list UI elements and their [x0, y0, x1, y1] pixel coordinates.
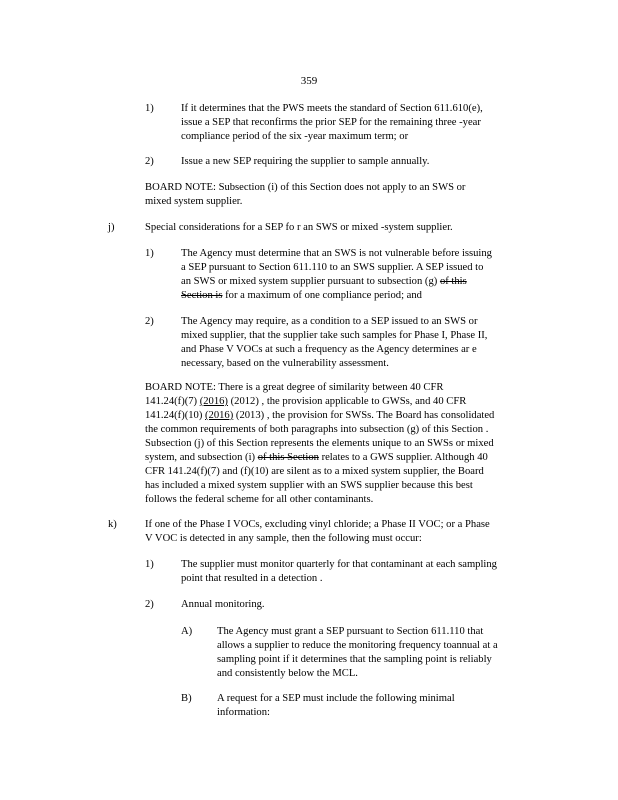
- page-number: 359: [300, 75, 318, 87]
- text-line: Subsection (j) of this Section represents the elements unique to an SWSs or mixed: [145, 438, 494, 449]
- text-line: compliance period of the six -year maximum term; or: [181, 131, 409, 142]
- item-number: 1): [145, 248, 154, 259]
- board-note-j: [145, 381, 531, 507]
- paragraph-k-2-a: [217, 625, 537, 681]
- text-line: The Agency must determine that an SWS is not vulnerable before issuing: [181, 248, 492, 259]
- text-line: V VOC is detected in any sample, then the following must occur:: [145, 533, 422, 544]
- struck-text: Section is: [181, 290, 223, 301]
- subsection-letter: k): [108, 519, 117, 530]
- item-number: 2): [145, 316, 154, 327]
- text-line: The Agency must grant a SEP pursuant to Section 611.110 that: [217, 626, 484, 637]
- text-line: If one of the Phase I VOCs, excluding vinyl chloride; a Phase II VOC; or a Phase: [145, 519, 490, 530]
- text-line: necessary, based on the vulnerability assessment.: [181, 358, 389, 369]
- paragraph-i-1: [181, 102, 517, 144]
- board-note-i: [145, 181, 517, 209]
- text-span: , the provision for SWSs. The Board has consolidated: [264, 410, 495, 421]
- text-line: information:: [217, 707, 270, 718]
- text-line: [181, 289, 531, 303]
- text-line: has included a mixed system supplier with an SWS supplier because this best: [145, 480, 473, 491]
- struck-text: of this Section: [257, 452, 319, 463]
- text-span: , the provision applicable to GWSs, and 40 CFR: [258, 396, 467, 407]
- subsection-j-heading: [145, 221, 517, 235]
- text-line: a SEP pursuant to Section 611.110 to an SWS supplier. A SEP issued to: [181, 262, 484, 273]
- text-line: BOARD NOTE: Subsection (i) of this Section does not apply to an SWS or: [145, 182, 466, 193]
- text-line: If it determines that the PWS meets the standard of Section 611.610(e),: [181, 103, 483, 114]
- text-line: [145, 409, 531, 423]
- subsection-k-text: [145, 518, 531, 546]
- item-number: 1): [145, 559, 154, 570]
- paragraph-k-1: [181, 558, 531, 586]
- text-line: A request for a SEP must include the following minimal: [217, 693, 455, 704]
- text-line: [145, 395, 531, 409]
- text-line: allows a supplier to reduce the monitoring frequency toannual at a: [217, 640, 498, 651]
- text-span: (2012): [230, 396, 259, 407]
- text-line: mixed system supplier.: [145, 196, 243, 207]
- paragraph-i-2: [181, 155, 517, 169]
- text-span: 141.24(f)(7): [145, 396, 200, 407]
- text-line: [145, 451, 531, 465]
- paragraph-k-2-b: [217, 692, 537, 720]
- text-span: (2013): [235, 410, 265, 421]
- text-line: issue a SEP that reconfirms the prior SEP for the remaining three -year: [181, 117, 481, 128]
- text-line: sampling point if it determines that the sampling point is reliably: [217, 654, 492, 665]
- inserted-text: (2016): [205, 410, 234, 421]
- text-span: for a maximum of one compliance period; and: [222, 290, 422, 301]
- text-line: The supplier must monitor quarterly for that contaminant at each sampling: [181, 559, 497, 570]
- text-line: the common requirements of both paragraphs into subsection (g) of this Section .: [145, 424, 489, 435]
- item-number: 2): [145, 599, 154, 610]
- text-span: relates to a GWS supplier. Although 40: [318, 452, 488, 463]
- subsection-letter: j): [108, 222, 115, 233]
- text-line: Annual monitoring.: [181, 599, 265, 610]
- paragraph-j-2: [181, 315, 531, 371]
- paragraph-k-2: [181, 598, 531, 612]
- item-letter: B): [181, 693, 192, 704]
- text-span: system, and subsection (i): [145, 452, 258, 463]
- text-line: Issue a new SEP requiring the supplier to sample annually.: [181, 156, 430, 167]
- text-line: follows the federal scheme for all other contaminants.: [145, 494, 374, 505]
- text-span: an SWS or mixed system supplier pursuant to subsection (g): [181, 276, 440, 287]
- text-line: BOARD NOTE: There is a great degree of similarity between 40 CFR: [145, 382, 444, 393]
- inserted-text: (2016): [199, 396, 228, 407]
- item-number: 2): [145, 156, 154, 167]
- text-line: The Agency may require, as a condition to a SEP issued to an SWS or: [181, 316, 478, 327]
- paragraph-j-1: [181, 247, 531, 303]
- text-line: CFR 141.24(f)(7) and (f)(10) are silent as to a mixed system supplier, the Board: [145, 466, 484, 477]
- item-letter: A): [181, 626, 193, 637]
- text-line: mixed supplier, that the supplier take such samples for Phase I, Phase II,: [181, 330, 488, 341]
- text-line: [181, 275, 531, 289]
- text-line: point that resulted in a detection .: [181, 573, 323, 584]
- text-line: Special considerations for a SEP fo r an SWS or mixed -system supplier.: [145, 222, 453, 233]
- text-line: and consistently below the MCL.: [217, 668, 358, 679]
- text-line: and Phase V VOCs at such a frequency as the Agency determines ar e: [181, 344, 477, 355]
- item-number: 1): [145, 103, 154, 114]
- struck-text: of this: [439, 276, 467, 287]
- text-span: 141.24(f)(10): [145, 410, 206, 421]
